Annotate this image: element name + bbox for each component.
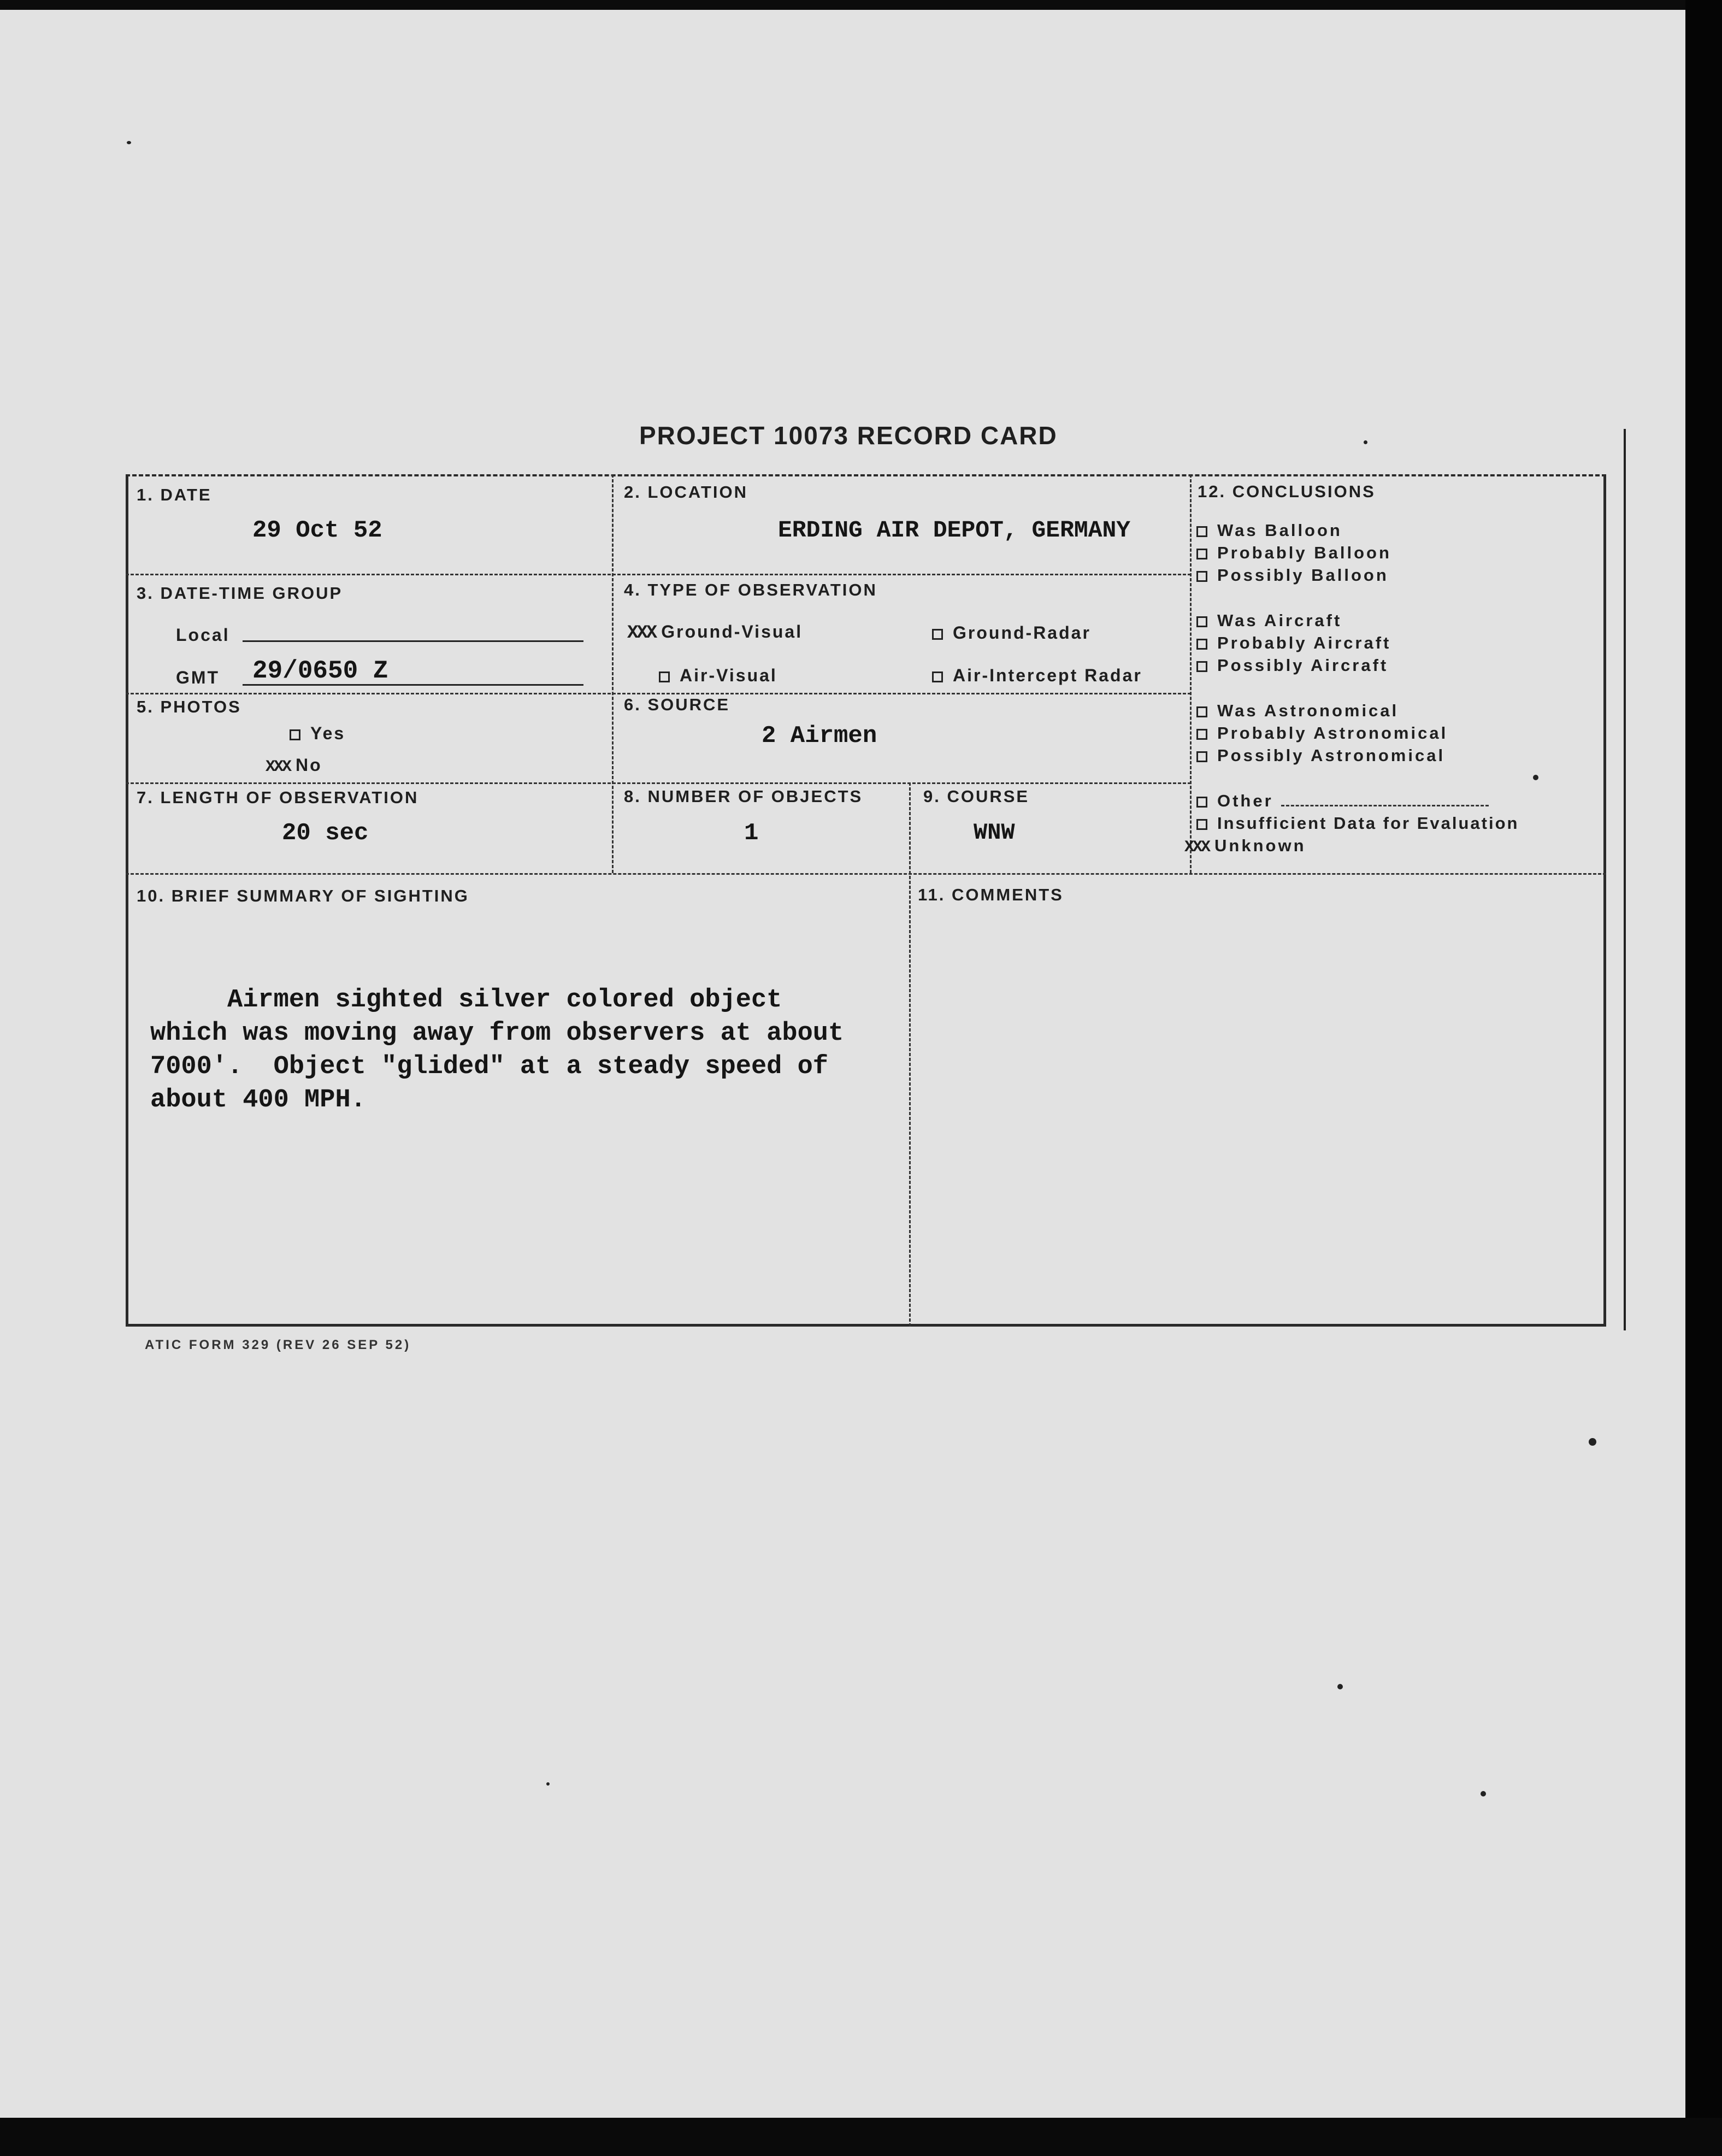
option-ground-visual xyxy=(627,622,803,644)
checkbox-icon xyxy=(659,671,670,682)
date-time-group-label: 3. DATE-TIME GROUP xyxy=(137,584,343,603)
card-title: PROJECT 10073 RECORD CARD xyxy=(639,421,1058,450)
scan-speck xyxy=(1589,1438,1596,1446)
scan-border-right xyxy=(1685,0,1722,2156)
grid-line xyxy=(909,782,911,1327)
grid-line xyxy=(126,693,1191,694)
option-label: Yes xyxy=(310,723,346,743)
gmt-underline xyxy=(243,684,583,686)
option-label: Ground-Radar xyxy=(953,623,1091,643)
source-label: 6. SOURCE xyxy=(624,695,730,714)
option-label: Air-Intercept Radar xyxy=(953,665,1142,685)
observation-type-label: 4. TYPE OF OBSERVATION xyxy=(624,580,877,599)
checkbox-icon xyxy=(1196,639,1207,650)
photos-no-option xyxy=(266,755,322,776)
length-value: 20 sec xyxy=(282,820,369,847)
scan-speck xyxy=(127,141,131,144)
comments-label: 11. COMMENTS xyxy=(918,885,1064,904)
local-time-label: Local xyxy=(176,625,230,645)
grid-line xyxy=(1190,474,1192,873)
checkbox-icon xyxy=(1196,549,1207,559)
date-value: 29 Oct 52 xyxy=(252,517,382,544)
source-value: 2 Airmen xyxy=(762,722,877,750)
conclusion-group-balloon xyxy=(1196,519,1519,586)
conclusion-option: Probably Balloon xyxy=(1196,541,1519,564)
grid-line xyxy=(126,574,1191,575)
checkbox-icon xyxy=(1196,797,1207,808)
option-ground-radar xyxy=(932,623,1091,643)
conclusion-option: Possibly Astronomical xyxy=(1196,744,1519,767)
scan-speck xyxy=(1481,1791,1486,1796)
scan-speck xyxy=(1364,440,1367,444)
checkbox-icon xyxy=(1196,751,1207,762)
grid-line xyxy=(612,474,614,873)
gmt-label: GMT xyxy=(176,668,220,687)
scan-border-bottom xyxy=(0,2118,1722,2156)
photos-label: 5. PHOTOS xyxy=(137,697,241,716)
photos-yes-option xyxy=(290,723,345,744)
conclusion-option-other: Other xyxy=(1196,790,1519,812)
summary-label: 10. BRIEF SUMMARY OF SIGHTING xyxy=(137,886,469,905)
location-value: ERDING AIR DEPOT, GERMANY xyxy=(778,517,1131,544)
grid-line xyxy=(126,782,1191,784)
course-label: 9. COURSE xyxy=(923,787,1030,806)
option-label: No xyxy=(296,755,322,775)
other-underline xyxy=(1281,805,1489,806)
check-mark: XXX xyxy=(627,623,656,644)
conclusion-option-insufficient: Insufficient Data for Evaluation xyxy=(1196,812,1519,834)
checkbox-icon xyxy=(932,671,943,682)
date-label: 1. DATE xyxy=(137,485,212,504)
conclusion-group-astronomical xyxy=(1196,699,1519,767)
object-count-label: 8. NUMBER OF OBJECTS xyxy=(624,787,863,806)
conclusion-group-aircraft xyxy=(1196,609,1519,676)
scan-speck xyxy=(546,1782,550,1786)
checkbox-icon xyxy=(1196,661,1207,672)
conclusions-label: 12. CONCLUSIONS xyxy=(1198,482,1376,501)
grid-line xyxy=(126,873,1606,875)
object-count-value: 1 xyxy=(744,820,759,847)
checkbox-icon xyxy=(1196,819,1207,830)
form-number: ATIC FORM 329 (REV 26 SEP 52) xyxy=(145,1338,411,1352)
option-label: Ground-Visual xyxy=(661,622,803,641)
length-label: 7. LENGTH OF OBSERVATION xyxy=(137,788,419,807)
conclusion-option: Was Balloon xyxy=(1196,519,1519,541)
conclusion-option: Probably Astronomical xyxy=(1196,722,1519,744)
option-air-visual xyxy=(659,665,777,686)
location-label: 2. LOCATION xyxy=(624,482,748,502)
conclusion-option: Possibly Aircraft xyxy=(1196,654,1519,676)
card-right-rule xyxy=(1624,429,1626,1330)
summary-text: Airmen sighted silver colored object which was moving away from observers at about 7000'. Object "glided" at a steady speed of about 400 MPH. xyxy=(150,986,844,1115)
checkbox-icon xyxy=(1196,729,1207,740)
conclusion-option: Was Astronomical xyxy=(1196,699,1519,722)
option-air-intercept-radar xyxy=(932,665,1142,686)
check-mark: XXX xyxy=(266,758,291,776)
check-mark: XXX xyxy=(1184,838,1210,857)
course-value: WNW xyxy=(974,820,1015,846)
checkbox-icon xyxy=(1196,616,1207,627)
conclusions-list xyxy=(1184,519,1519,859)
conclusion-option-unknown: XXX Unknown xyxy=(1184,836,1306,857)
conclusion-option: Possibly Balloon xyxy=(1196,564,1519,586)
checkbox-icon xyxy=(290,729,300,740)
checkbox-icon xyxy=(1196,526,1207,537)
option-label: Air-Visual xyxy=(680,665,777,685)
conclusion-option: Probably Aircraft xyxy=(1196,632,1519,654)
local-time-underline xyxy=(243,640,583,642)
conclusion-option: Was Aircraft xyxy=(1196,609,1519,632)
gmt-value: 29/0650 Z xyxy=(252,657,388,685)
checkbox-icon xyxy=(1196,571,1207,582)
scan-speck xyxy=(1337,1684,1343,1689)
checkbox-icon xyxy=(932,629,943,640)
checkbox-icon xyxy=(1196,706,1207,717)
